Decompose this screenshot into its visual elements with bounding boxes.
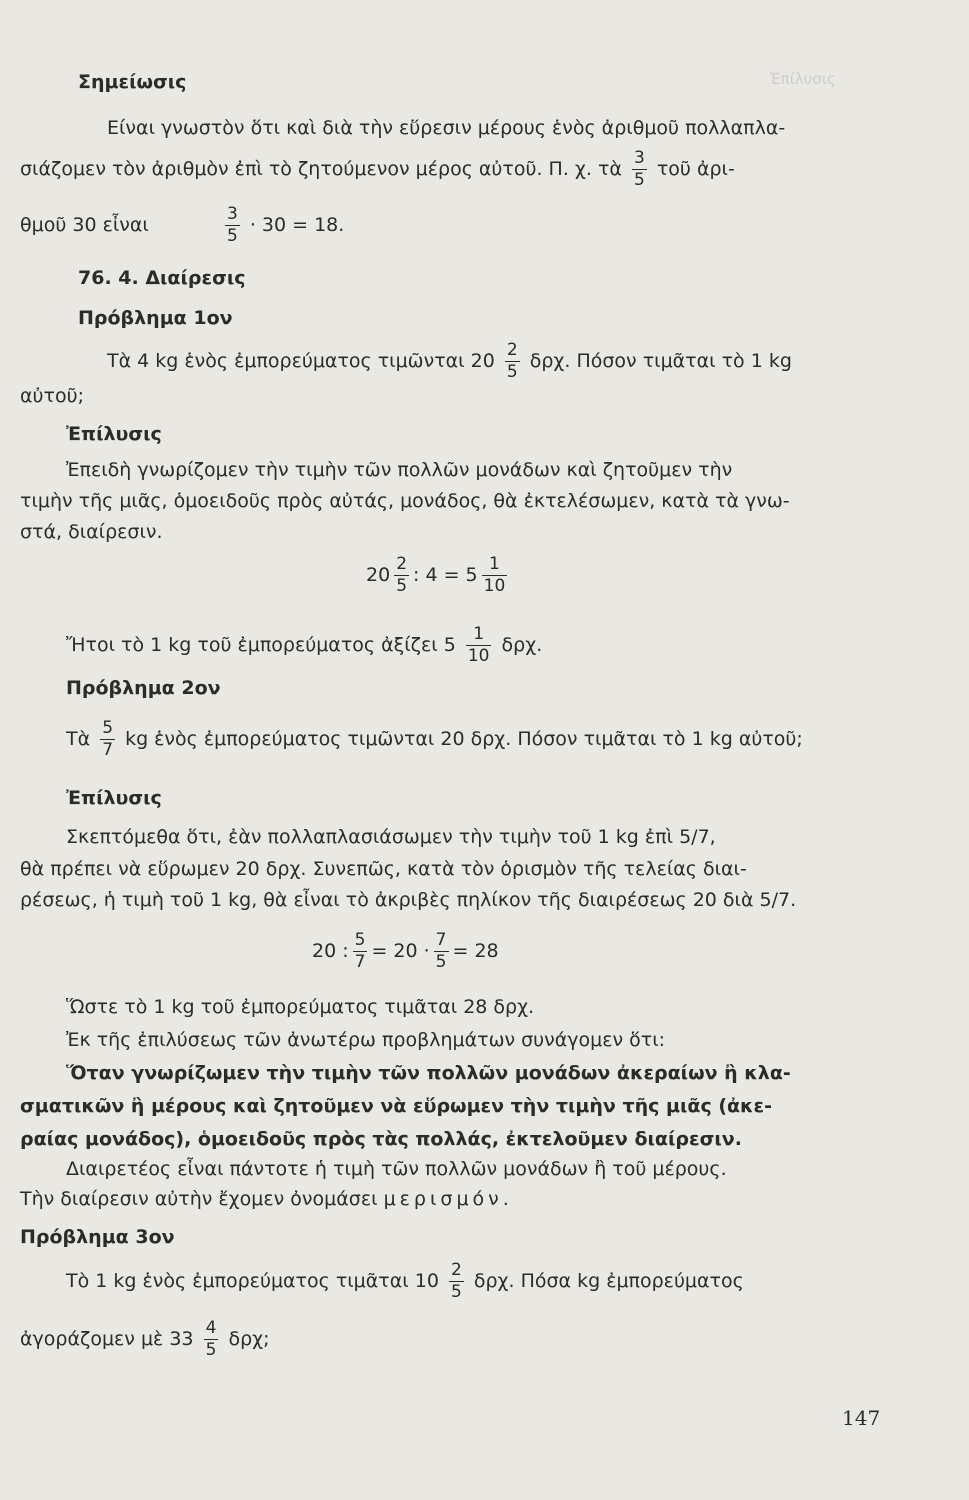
- problem-1-text: Τὰ 4 kg ἑνὸς ἐμπορεύματος τιμῶνται 20: [107, 350, 495, 372]
- section-heading: 76. 4. Διαίρεσις: [78, 267, 246, 289]
- problem-3-text-2-end: δρχ;: [228, 1328, 270, 1350]
- fraction-2-5: $\frac{2}{5}$: [506, 340, 518, 382]
- note-line-3-end: · 30 = 18.: [249, 214, 345, 236]
- rule-line-2: σματικῶν ἢ μέρους καὶ ζητοῦμεν νὰ εὕρωμεν τὴν τιμὴν τῆς μιᾶς (ἀκε-: [20, 1095, 773, 1117]
- solution-1-line-3: στά, διαίρεσιν.: [20, 521, 163, 543]
- equation-2: [312, 932, 499, 971]
- page-number: 147: [842, 1406, 881, 1430]
- partition-text: Τὴν διαίρεσιν αὐτὴν ἔχομεν ὀνομάσει: [20, 1188, 378, 1210]
- problem-1-line-2: αὐτοῦ;: [20, 385, 84, 407]
- note-line-3: [20, 206, 344, 245]
- solution-1-result-end: δρχ.: [501, 634, 543, 656]
- solution-1-line-1: Ἐπειδὴ γνωρίζομεν τὴν τιμὴν τῶν πολλῶν μονάδων καὶ ζητοῦμεν τὴν: [66, 459, 733, 481]
- fraction-3-5-b: $\frac{3}{5}$: [226, 204, 238, 246]
- rule-line-1: Ὅταν γνωρίζωμεν τὴν τιμὴν τῶν πολλῶν μονάδων ἀκεραίων ἢ κλα-: [66, 1062, 791, 1084]
- problem-3-heading: Πρόβλημα 3ον: [20, 1226, 175, 1248]
- problem-3-line-2: [20, 1320, 270, 1359]
- note-line-3-text: θμοῦ 30 εἶναι: [20, 214, 149, 236]
- dividend-line: Διαιρετέος εἶναι πάντοτε ἡ τιμὴ τῶν πολλῶν μονάδων ἢ τοῦ μέρους.: [66, 1158, 727, 1180]
- eq2-fraction-2: $\frac{7}{5}$: [435, 930, 447, 972]
- partition-term: μερισμόν.: [383, 1188, 513, 1210]
- rule-line-3: ραίας μονάδος), ὁμοειδοῦς πρὸς τὰς πολλάς, ἐκτελοῦμεν διαίρεσιν.: [20, 1128, 742, 1150]
- fraction-5-7: $\frac{5}{7}$: [102, 718, 114, 760]
- solution-2-line-3: ρέσεως, ἡ τιμὴ τοῦ 1 kg, θὰ εἶναι τὸ ἀκριβὲς πηλίκον τῆς διαιρέσεως 20 διὰ 5/7.: [20, 889, 797, 911]
- eq2-result: = 28: [452, 940, 499, 962]
- problem-1-heading: Πρόβλημα 1ον: [78, 307, 233, 329]
- solution-2-heading: Ἐπίλυσις: [66, 787, 162, 809]
- solution-2-line-2: θὰ πρέπει νὰ εὕρωμεν 20 δρχ. Συνεπῶς, κατὰ τὸν ὁρισμὸν τῆς τελείας διαι-: [20, 858, 747, 880]
- problem-2-heading: Πρόβλημα 2ον: [66, 677, 221, 699]
- solution-1-result-text: Ἤτοι τὸ 1 kg τοῦ ἐμπορεύματος ἀξίζει 5: [66, 634, 456, 656]
- note-line-2: [20, 150, 735, 189]
- eq2-term: 20 :: [312, 940, 349, 962]
- equation-1: [366, 556, 511, 595]
- eq1-middle: : 4 = 5: [413, 564, 478, 586]
- fraction-4-5: $\frac{4}{5}$: [205, 1318, 217, 1360]
- partition-line: [20, 1187, 513, 1211]
- problem-3-text: Τὸ 1 kg ἑνὸς ἐμπορεύματος τιμᾶται 10: [66, 1270, 439, 1292]
- note-line-2-text: σιάζομεν τὸν ἀριθμὸν ἐπὶ τὸ ζητούμενον μέρος αὐτοῦ. Π. χ. τὰ: [20, 158, 622, 180]
- eq2-middle: = 20 ·: [371, 940, 430, 962]
- eq1-fraction-2: $\frac{1}{10}$: [483, 554, 506, 596]
- solution-1-line-2: τιμὴν τῆς μιᾶς, ὁμοειδοῦς πρὸς αὐτάς, μονάδος, θὰ ἐκτελέσωμεν, κατὰ τὰ γνω-: [20, 490, 790, 512]
- bleed-through-decoration: Ἐπίλυσις: [770, 70, 836, 88]
- problem-3-text-2: ἀγοράζομεν μὲ 33: [20, 1328, 194, 1350]
- problem-3-text-end: δρχ. Πόσα kg ἐμπορεύματος: [473, 1270, 744, 1292]
- problem-2-text-start: Τὰ: [66, 728, 91, 750]
- solution-1-result: [66, 626, 542, 665]
- note-heading: Σημείωσις: [78, 71, 187, 93]
- problem-2-line: [66, 720, 803, 759]
- problem-2-text: kg ἑνὸς ἐμπορεύματος τιμῶνται 20 δρχ. Πόσον τιμᾶται τὸ 1 kg αὐτοῦ;: [125, 728, 803, 750]
- eq1-fraction-1: $\frac{2}{5}$: [396, 554, 408, 596]
- solution-2-result: Ὥστε τὸ 1 kg τοῦ ἐμπορεύματος τιμᾶται 28 δρχ.: [66, 996, 535, 1018]
- fraction-2-5-b: $\frac{2}{5}$: [450, 1260, 462, 1302]
- fraction-3-5: $\frac{3}{5}$: [633, 148, 645, 190]
- eq2-fraction-1: $\frac{5}{7}$: [354, 930, 366, 972]
- fraction-1-10: $\frac{1}{10}$: [467, 624, 490, 666]
- problem-1-line-1: [107, 342, 792, 381]
- solution-1-heading: Ἐπίλυσις: [66, 423, 162, 445]
- conclusion-intro: Ἐκ τῆς ἐπιλύσεως τῶν ἀνωτέρω προβλημάτων συνάγομεν ὅτι:: [66, 1029, 666, 1051]
- eq1-term: 20: [366, 564, 391, 586]
- note-line-2-end: τοῦ ἀρι-: [656, 158, 735, 180]
- problem-1-text-end: δρχ. Πόσον τιμᾶται τὸ 1 kg: [529, 350, 792, 372]
- solution-2-line-1: Σκεπτόμεθα ὅτι, ἐὰν πολλαπλασιάσωμεν τὴν τιμὴν τοῦ 1 kg ἐπὶ 5/7,: [66, 826, 716, 848]
- problem-3-line-1: [66, 1262, 744, 1301]
- note-line-1: Είναι γνωστὸν ὅτι καὶ διὰ τὴν εὕρεσιν μέρους ἑνὸς ἀριθμοῦ πολλαπλα-: [107, 117, 786, 139]
